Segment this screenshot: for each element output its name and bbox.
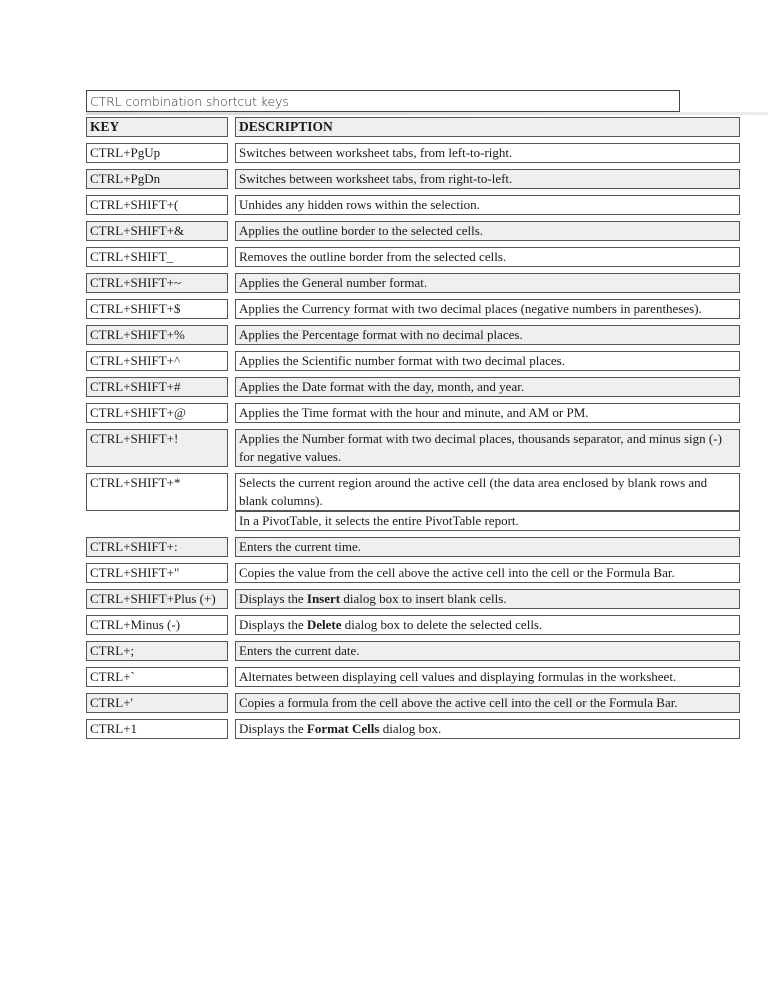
shortcut-key: CTRL+SHIFT+( <box>86 195 228 215</box>
description-bold-term: Insert <box>306 591 341 606</box>
table-header-row <box>86 117 740 137</box>
table-row <box>86 473 740 511</box>
description-text-end: dialog box to delete the selected cells. <box>341 617 543 632</box>
shortcut-key: CTRL+` <box>86 667 228 687</box>
description-text: Unhides any hidden rows within the selection. <box>239 197 480 212</box>
shortcut-description <box>235 221 740 241</box>
shortcut-description <box>235 589 740 609</box>
description-text: Applies the General number format. <box>239 275 428 290</box>
shortcut-description <box>235 195 740 215</box>
shortcut-key: CTRL+Minus (-) <box>86 615 228 635</box>
shortcut-key: CTRL+SHIFT+" <box>86 563 228 583</box>
description-bold-term: Delete <box>306 617 342 632</box>
table-row <box>86 563 740 583</box>
description-text: Applies the Number format with two decimal places, thousands separator, and minus sign (-) for negative values. <box>239 431 722 464</box>
table-row <box>86 195 740 215</box>
description-bold-term: Format Cells <box>306 721 380 736</box>
description-text: Selects the current region around the active cell (the data area enclosed by blank rows and blank columns). <box>239 475 708 508</box>
description-text: Applies the Date format with the day, month, and year. <box>239 379 525 394</box>
shortcut-description <box>235 473 740 511</box>
table-row <box>86 719 740 739</box>
shortcut-key: CTRL+SHIFT+Plus (+) <box>86 589 228 609</box>
description-text-end: dialog box. <box>379 721 442 736</box>
shortcut-description <box>235 143 740 163</box>
shortcut-key: CTRL+SHIFT+* <box>86 473 228 511</box>
shortcut-key: CTRL+SHIFT+# <box>86 377 228 397</box>
shortcut-description <box>235 537 740 557</box>
shortcut-key: CTRL+SHIFT+$ <box>86 299 228 319</box>
description-text: Displays the <box>239 721 307 736</box>
table-row <box>86 377 740 397</box>
shortcut-description <box>235 273 740 293</box>
description-text: Displays the <box>239 617 307 632</box>
shortcut-key: CTRL+SHIFT+@ <box>86 403 228 423</box>
shortcut-key: CTRL+SHIFT+: <box>86 537 228 557</box>
shortcut-description <box>235 247 740 267</box>
table-row <box>86 221 740 241</box>
shortcut-key: CTRL+1 <box>86 719 228 739</box>
table-row <box>86 403 740 423</box>
table-body <box>86 143 740 739</box>
table-row <box>86 615 740 635</box>
header-key: KEY <box>86 117 228 137</box>
description-text: Applies the outline border to the selected cells. <box>239 223 484 238</box>
shortcut-description <box>235 719 740 739</box>
header-description: DESCRIPTION <box>235 117 740 137</box>
shortcut-key: CTRL+SHIFT_ <box>86 247 228 267</box>
shortcut-description <box>235 351 740 371</box>
description-text: Alternates between displaying cell values and displaying formulas in the worksheet. <box>239 669 677 684</box>
shortcut-description-extra: In a PivotTable, it selects the entire PivotTable report. <box>235 511 740 531</box>
table-row <box>86 693 740 713</box>
description-text: Applies the Scientific number format with two decimal places. <box>239 353 565 368</box>
description-text: Applies the Currency format with two decimal places (negative numbers in parentheses). <box>239 301 702 316</box>
description-text: Switches between worksheet tabs, from right-to-left. <box>239 171 513 186</box>
shortcut-description <box>235 693 740 713</box>
shortcut-key: CTRL+SHIFT+& <box>86 221 228 241</box>
table-row <box>86 667 740 687</box>
table-row <box>86 589 740 609</box>
shortcut-table <box>86 117 740 745</box>
table-row <box>86 351 740 371</box>
shortcut-key: CTRL+; <box>86 641 228 661</box>
shortcut-key: CTRL+SHIFT+~ <box>86 273 228 293</box>
table-row <box>86 247 740 267</box>
shortcut-description <box>235 563 740 583</box>
shortcut-description <box>235 429 740 467</box>
description-text: Applies the Percentage format with no decimal places. <box>239 327 523 342</box>
table-row <box>86 273 740 293</box>
description-text: Removes the outline border from the selected cells. <box>239 249 507 264</box>
shortcut-description <box>235 299 740 319</box>
shortcut-description <box>235 325 740 345</box>
table-title: CTRL combination shortcut keys <box>86 90 680 112</box>
shortcut-description <box>235 641 740 661</box>
description-text: Enters the current date. <box>239 643 360 658</box>
description-text: Applies the Time format with the hour and minute, and AM or PM. <box>239 405 589 420</box>
table-row <box>86 143 740 163</box>
shortcut-description <box>235 667 740 687</box>
table-row <box>86 325 740 345</box>
title-underline <box>86 112 768 115</box>
shortcut-key: CTRL+SHIFT+^ <box>86 351 228 371</box>
shortcut-description <box>235 403 740 423</box>
description-text: Displays the <box>239 591 307 606</box>
shortcut-key: CTRL+' <box>86 693 228 713</box>
table-row <box>86 429 740 467</box>
table-row <box>86 641 740 661</box>
description-text: Switches between worksheet tabs, from left-to-right. <box>239 145 513 160</box>
table-row <box>86 169 740 189</box>
shortcut-description <box>235 377 740 397</box>
shortcut-description <box>235 169 740 189</box>
description-text: Enters the current time. <box>239 539 362 554</box>
shortcut-key: CTRL+SHIFT+! <box>86 429 228 467</box>
shortcut-key: CTRL+PgDn <box>86 169 228 189</box>
shortcut-description <box>235 615 740 635</box>
description-text: Copies a formula from the cell above the active cell into the cell or the Formula Bar. <box>239 695 678 710</box>
shortcut-key: CTRL+PgUp <box>86 143 228 163</box>
table-row <box>86 299 740 319</box>
shortcut-key: CTRL+SHIFT+% <box>86 325 228 345</box>
description-text: Copies the value from the cell above the active cell into the cell or the Formula Bar. <box>239 565 675 580</box>
description-text-end: dialog box to insert blank cells. <box>340 591 507 606</box>
table-row <box>86 537 740 557</box>
